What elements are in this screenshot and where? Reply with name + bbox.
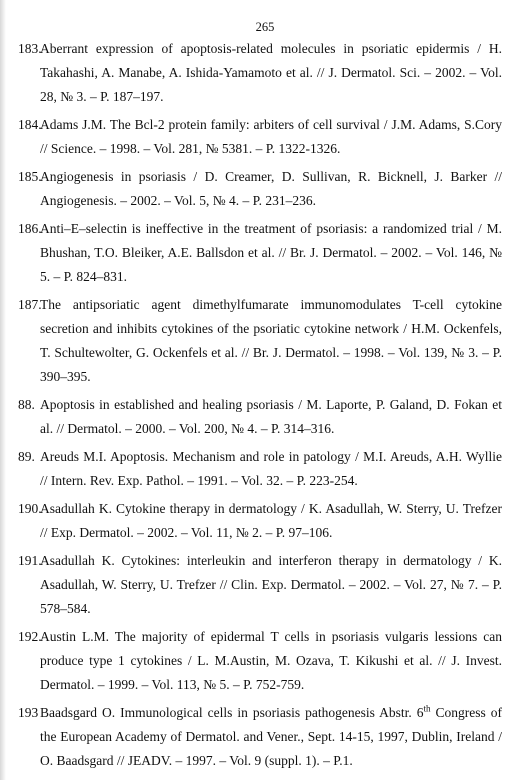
reference-text: Angiogenesis in psoriasis / D. Creamer, D. Sullivan, R. Bicknell, J. Barker // Angiogenesis. – 2002. – Vol. 5, № 4. – P. 231–236. [40,169,502,208]
reference-text-part: Congress of the European Academy of Dermatol. and Vener., Sept. 14-15, 1997, Dublin, Ireland / O. Baadsgard // JEADV. – 1997. – Vol. 9 (suppl. 1). – P.1. [40,705,503,768]
reference-number: 88. [18,397,35,412]
reference-item [0,497,530,545]
reference-item [0,37,530,109]
reference-text [40,701,502,773]
reference-text: Aberrant expression of apoptosis-related molecules in psoriatic epidermis / H. Takahashi, A. Manabe, A. Ishida-Yamamoto et al. // J. Dermatol. Sci. – 2002. – Vol. 28, № 3. – P. 187–197. [40,41,502,104]
reference-number: 192. [18,629,42,644]
reference-text: Anti–E–selectin is ineffective in the treatment of psoriasis: a randomized trial / M. Bhushan, T.O. Bleiker, A.E. Ballsdon et al. // Br. J. Dermatol. – 2002. – Vol. 146, № 5. – P. 824–831. [40,221,502,284]
reference-number: 187. [18,297,42,312]
reference-text: Areuds M.I. Apoptosis. Mechanism and role in patology / M.I. Areuds, A.H. Wyllie // Intern. Rev. Exp. Pathol. – 1991. – Vol. 32. – P. 223-254. [40,449,502,488]
reference-item [0,445,530,493]
superscript-ordinal: th [423,703,431,714]
reference-number: 185. [18,169,42,184]
reference-item [0,549,530,621]
reference-text: Asadullah K. Cytokines: interleukin and interferon therapy in dermatology / K. Asadullah, W. Sterry, U. Trefzer // Clin. Exp. Dermatol. – 2002. – Vol. 27, № 7. – P. 578–584. [40,553,502,616]
reference-number: 183. [18,41,42,56]
reference-item [0,165,530,213]
reference-text-part: Baadsgard O. Immunological cells in psoriasis pathogenesis Abstr. 6 [40,705,424,720]
reference-item [0,113,530,161]
reference-item [0,625,530,697]
reference-text: Adams J.M. The Bcl-2 protein family: arbiters of cell survival / J.M. Adams, S.Cory // Science. – 1998. – Vol. 281, № 5381. – P. 1322-1326. [40,117,502,156]
reference-text: Asadullah K. Cytokine therapy in dermatology / K. Asadullah, W. Sterry, U. Trefzer // Exp. Dermatol. – 2002. – Vol. 11, № 2. – P. 97–106. [40,501,502,540]
reference-item [0,393,530,441]
reference-number: 190. [18,501,42,516]
reference-item [0,701,530,773]
reference-text: Austin L.M. The majority of epidermal T cells in psoriasis vulgaris lessions can produce type 1 cytokines / L. M.Austin, M. Ozava, T. Kikushi et al. // J. Invest. Dermatol. – 1999. – Vol. 113, № 5. – P. 752-759. [40,629,502,692]
reference-list [0,37,530,777]
reference-number: 191. [18,553,42,568]
reference-number: 186. [18,221,42,236]
reference-item [0,293,530,389]
reference-number: 193 [18,705,39,720]
reference-text: Apoptosis in established and healing psoriasis / M. Laporte, P. Galand, D. Fokan et al. // Dermatol. – 2000. – Vol. 200, № 4. – P. 314–316. [40,397,502,436]
reference-item [0,217,530,289]
page-number: 265 [255,20,275,34]
reference-text: The antipsoriatic agent dimethylfumarate immunomodulates T-cell cytokine secretion and inhibits cytokines of the psoriatic cytokine network / H.M. Ockenfels, T. Schultewolter, G. Ockenfels et al. // Br. J. Dermatol. – 1998. – Vol. 139, № 3. – P. 390–395. [40,297,502,384]
reference-number: 89. [18,449,35,464]
reference-number: 184. [18,117,42,132]
